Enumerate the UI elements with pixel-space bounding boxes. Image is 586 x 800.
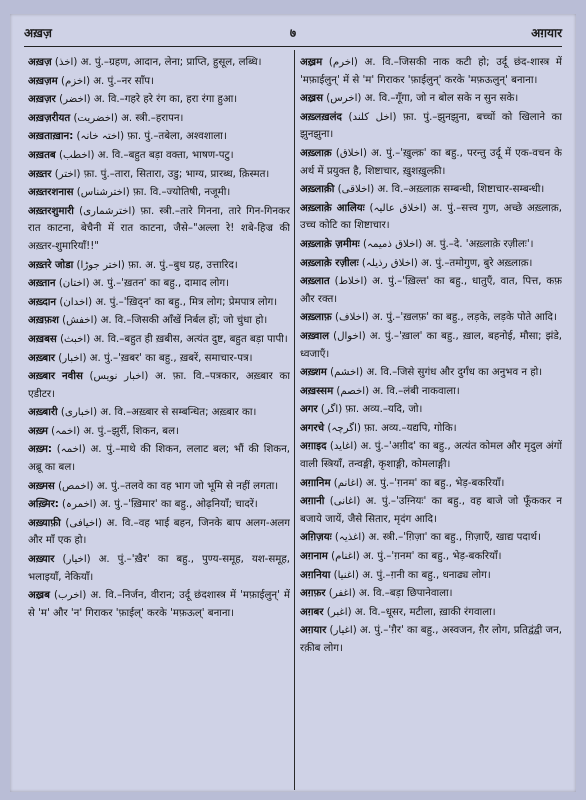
dictionary-entry (28, 110, 290, 128)
dictionary-entry (300, 181, 562, 199)
dictionary-entry (28, 184, 290, 202)
page-number: ७ (289, 26, 297, 40)
headword: अख़्तान (28, 278, 56, 290)
entry-definition: (اخضر) अ. वि.–गहरे हरे रंग का, हरा रंगा हुआ। (55, 94, 238, 106)
entry-definition: (اخباری) अ. वि.–अख़्बार से सम्बन्धित; अख़्बार का। (57, 407, 257, 419)
entry-definition: (اغذیہ) अ. स्त्री.–'ग़िज़ा' का बहु., ग़िज़ाएँ, खाद्य पदार्थ। (331, 532, 541, 544)
dictionary-entry (28, 54, 290, 72)
entry-definition: (اخترشماری) फ़ा. स्त्री.–तारे गिनना, तारे गिन-गिनकर रात काटना, बेचैनी में रात काटना, जैसे–"अल्ला रे! शबे-हिज्र की अख़्तर-शुमारियाँ!!" (28, 205, 290, 252)
entry-definition: (اختہ خانہ) फ़ा. पुं.–तबेला, अश्वशाला। (73, 131, 227, 143)
entry-definition: (اخذ) अ. पुं.–ग्रहण, आदान, लेना; प्राप्ति, हुसूल, लब्धि। (51, 57, 262, 68)
dictionary-entry (300, 475, 562, 493)
entry-definition: (اخلاق عالیہ) अ. पुं.–सत्त्व गुण, अच्छे अख़्लाक़, उच्च कोटि का शिष्टाचार। (300, 202, 562, 232)
dictionary-entry (28, 587, 290, 622)
entry-definition: (اغبر) अ. वि.–धूसर, मटीला, ख़ाकी रंगवाला। (323, 606, 496, 618)
headword: अख़्लाक़े रज़ीलः (300, 257, 359, 269)
dictionary-entry (28, 73, 290, 91)
dictionary-entry (28, 203, 290, 256)
headword: अगर (300, 404, 318, 416)
headword: अख़ज़ (28, 57, 52, 68)
entry-definition: (اخلاف) अ. पुं.–'ख़लफ़' का बहु., लड़के, लड़के पोते आदि। (331, 312, 557, 324)
entry-definition: (اخلاق رذیلہ) अ. पुं.–तमोगुण, बुरे अख़्लाक़। (358, 257, 533, 269)
headword: अग़फ़र (300, 588, 326, 600)
entry-definition: (اخیافی) अ. वि.–वह भाई बहन, जिनके बाप अलग-अलग और माँ एक हो। (28, 517, 290, 547)
column-divider (294, 50, 295, 790)
headword: अख़्लाक़े ज़मीमः (300, 238, 360, 250)
entry-definition: (اخلاق) अ. पुं.–'ख़ुल्क़' का बहु., परन्तु उर्दू में एक-वचन के अर्थ में प्रयुक्त है, शिष्टाचार, ख़ुशख़ुल्क़ी। (300, 147, 562, 177)
header-first-word: अख़ज़ (24, 26, 52, 40)
dictionary-entry (28, 275, 290, 293)
entry-definition: (اختان) अ. पुं.–'ख़तन' का बहु., दामाद लोग। (55, 278, 230, 290)
headword: अग़ानिम (300, 477, 331, 489)
entry-definition: (اخیار) अ. पुं.–'ख़ैर' का बहु., पुण्य-समूह, यश-समूह, भलाइयाँ, नेकियाँ। (28, 554, 290, 583)
headword: अग़निया (300, 569, 331, 581)
headword: अख़्शम (300, 367, 327, 379)
headword: अख़ज़रीयत (28, 112, 71, 124)
dictionary-entry (28, 294, 290, 312)
dictionary-entry (28, 147, 290, 165)
dictionary-entry (300, 255, 562, 273)
entry-definition: (اغانی) अ. पुं.–'उग़्नियः' का बहु., वह बाजे जो फूँककर न बजाये जायें, जैसे सितार, मृदंग आदि। (300, 496, 562, 525)
headword: अख़तब (28, 149, 56, 161)
headword: अख़्दान (28, 296, 57, 308)
dictionary-entry (300, 145, 562, 180)
dictionary-entry (300, 438, 562, 473)
headword: अख़्लाफ़ (300, 312, 332, 324)
entry-definition: (اخبار) अ. पुं.–'ख़बर' का बहु., ख़बरें, समाचार-पत्र। (55, 352, 253, 364)
dictionary-entry (300, 529, 562, 547)
dictionary-entry (300, 309, 562, 327)
dictionary-entry (28, 515, 290, 550)
entry-definition: (اغانم) अ. पुं.–'ग़नम' का बहु., भेड़-बकरियाँ। (330, 477, 505, 489)
entry-definition: (اختر) फ़ा. पुं.–तारा, सितारा, उडु; भाग्य, प्रारब्ध, क़िस्मत। (51, 168, 270, 180)
entry-definition: (اخمہ) अ. पुं.–माथे की शिकन, ललाट बल; भौं की शिकन, अब्रू का बल। (28, 444, 290, 474)
entry-definition: (اخشم) अ. वि.–जिसे सुगंध और दुर्गंध का अनुभव न हो। (326, 367, 543, 379)
entry-definition: (اغیار) अ. पुं.–'ग़ैर' का बहु., अस्वजन, ग़ैर लोग, प्रतिद्वंद्वी जन, रक़ीब लोग। (300, 625, 562, 654)
headword: अख़फ़श (28, 315, 59, 327)
dictionary-entry (28, 404, 290, 422)
dictionary-entry (28, 91, 290, 109)
right-column (300, 54, 562, 790)
header-rule (24, 46, 562, 47)
headword: अख़ज़म (28, 75, 58, 87)
headword: अग़बर (300, 606, 324, 618)
dictionary-entry (300, 90, 562, 108)
headword: अख़्बार (28, 352, 56, 364)
entry-definition: (اخلاقی) अ. वि.–अख़्लाक़ सम्बन्धी, शिष्टाचार-सम्बन्धी। (334, 184, 545, 196)
dictionary-entry (28, 257, 290, 275)
dictionary-entry (300, 383, 562, 401)
dictionary-entry (300, 548, 562, 566)
headword: अख़्रब (28, 590, 50, 602)
dictionary-entry (28, 496, 290, 514)
entry-definition: (اخوال) अ. पुं.–'ख़ाल' का बहु., ख़ाल, बहनोई, मौसा; झंडे, ध्वजाएँ। (300, 330, 562, 360)
entry-definition: (اخطب) अ. वि.–बहुत बड़ा वक्ता, भाषण-पटु। (55, 149, 234, 161)
dictionary-entry (300, 109, 562, 144)
headword: अख़्तर (28, 168, 52, 180)
entry-definition: (اغنام) अ. पुं.–'ग़नम' का बहु., भेड़-बकरियाँ। (327, 551, 502, 563)
headword: अख़ताख़ान: (28, 131, 74, 143)
headword: अख़्याफ़ी (28, 517, 61, 529)
headword: अख़्तरे जोडा (28, 259, 74, 271)
dictionary-entry (300, 604, 562, 622)
entry-definition: (اختر جوڑا) फ़ा. अ. पुं.–बुध ग्रह, उत्तारिद। (73, 259, 238, 271)
header-last-word: अग़यार (531, 26, 562, 40)
dictionary-entry (300, 401, 562, 419)
dictionary-entry (300, 622, 562, 657)
dictionary-entry (300, 236, 562, 254)
dictionary-entry (28, 128, 290, 146)
dictionary-entry (28, 478, 290, 496)
entry-definition: (اخفش) अ. वि.–जिसकी आँखें निर्बल हों; जो चुंधा हो। (58, 315, 268, 327)
headword: अख़्रस (300, 93, 324, 105)
dictionary-entry (28, 441, 290, 476)
dictionary-entry (28, 551, 290, 586)
headword: अग़ाइद (300, 441, 327, 453)
headword: अख़्तरशनास (28, 187, 74, 199)
entry-definition: (اغفر) अ. वि.–बड़ा छिपानेवाला। (325, 588, 453, 600)
dictionary-entry (28, 368, 290, 403)
entry-definition: (اخمہ) अ. पुं.–झुर्री, शिकन, बल। (47, 425, 179, 437)
dictionary-page (10, 14, 576, 792)
entry-definition: (اخدان) अ. पुं.–'ख़िद्न' का बहु., मित्र लोग; प्रेमपात्र लोग। (56, 296, 278, 308)
dictionary-entry (300, 567, 562, 585)
headword: अख़्मिर: (28, 499, 59, 511)
headword: अग़यार (300, 625, 327, 637)
headword: अख़्बार नवीस (28, 371, 83, 383)
headword: अख़्लाक़ (300, 147, 332, 159)
headword: अख़्तरशुमारी (28, 205, 74, 217)
headword: अख़्लाक़ी (300, 184, 335, 196)
headword: अख़्बारी (28, 407, 58, 419)
entry-definition: (اخضریت) अ. स्त्री.–हरापन। (70, 112, 184, 124)
entry-definition: (اخلاط) अ. पुं.–'ख़िल्त' का बहु., धातुएँ, वात, पित्त, कफ़ और रक्त। (300, 276, 562, 305)
dictionary-entry (28, 423, 290, 441)
entry-definition: (اخصم) अ. वि.–लंबी नाकवाला। (333, 385, 460, 397)
entry-definition: (اخرب) अ. वि.–निर्जन, वीरान; उर्दू छंदशास्त्र में 'मफ़ाईलुन्' में से 'म' और 'न' गिराकर 'फ़ाईल्' करके 'मफ़ऊल्' बनाना। (28, 590, 290, 619)
headword: अख़्मस (28, 480, 55, 492)
headword: अख़्लाक़े आलियः (300, 202, 365, 214)
headword: अख़्लात (300, 276, 330, 288)
entry-definition: (اگر) फ़ा. अव्य.–यदि, जो। (317, 404, 423, 416)
headword: अख़्म: (28, 444, 52, 456)
entry-definition: (اخترشناس) फ़ा. वि.–ज्योतिषी, नजूमी। (73, 187, 231, 199)
dictionary-entry (28, 166, 290, 184)
dictionary-entry (300, 54, 562, 89)
entry-definition: (اغنیا) अ. पुं.–ग़नी का बहु., धनाढ्य लोग। (330, 569, 491, 581)
headword: अख़बस (28, 333, 57, 345)
headword: अग़नाम (300, 551, 328, 563)
dictionary-entry (28, 312, 290, 330)
entry-definition: (اغاید) अ. पुं.–'अग़ीद' का बहु., अत्यंत कोमल और मृदुल अंगों वाली स्त्रियाँ, तन्वङ्गी, कृशाङ्गी, कोमलाङ्गी। (300, 441, 562, 471)
dictionary-entry (300, 200, 562, 235)
headword: अख़्लख़लंद (300, 111, 342, 123)
page-header (24, 18, 562, 44)
headword: अख़्यार (28, 554, 55, 566)
dictionary-entry (300, 328, 562, 363)
entry-definition: (اخمص) अ. पुं.–तलवे का वह भाग जो भूमि से नहीं लगता। (54, 480, 279, 492)
headword: अग़ानी (300, 496, 325, 508)
left-column (28, 54, 290, 790)
entry-definition: (اگرچہ) फ़ा. अव्य.–यद्यपि, गोकि। (324, 422, 457, 434)
headword: अख़्म (28, 425, 48, 437)
headword: अख़्रम (300, 57, 323, 68)
entry-definition: (اخبار نویس) अ. फ़ा. वि.–पत्रकार, अख़्बार का एडीटर। (28, 371, 290, 400)
entry-definition: (اخرم) अ. वि.–जिसकी नाक कटी हो; उर्दू छंद-शास्त्र में 'मफ़ाईलुन्' में से 'म' गिराकर 'फ़ाईलुन्' करके 'मफ़ऊलुन्' बनाना। (300, 57, 562, 86)
dictionary-entry (28, 350, 290, 368)
headword: अगरचे (300, 422, 325, 434)
entry-definition: (اخل کلند) फ़ा. पुं.–झुनझुना, बच्चों को खिलाने का झुनझुना। (300, 111, 562, 141)
headword: अख़्वाल (300, 330, 329, 342)
dictionary-entry (300, 273, 562, 308)
entry-definition: (اخبث) अ. वि.–बहुत ही ख़बीस, अत्यंत दुष्ट, बहुत बड़ा पापी। (56, 333, 288, 345)
headword: अग़िज़यः (300, 532, 332, 544)
entry-definition: (اخزم) अ. पुं.–नर साँप। (57, 75, 154, 87)
dictionary-entry (300, 493, 562, 528)
headword: अख़स्सम (300, 385, 334, 397)
entry-definition: (اخرس) अ. वि.–गूँगा, जो न बोल सके न सुन सके। (323, 93, 519, 105)
dictionary-entry (300, 585, 562, 603)
dictionary-entry (300, 420, 562, 438)
headword: अख़ज़र (28, 94, 56, 106)
dictionary-entry (300, 364, 562, 382)
entry-definition: (اخمرہ) अ. पुं.–'ख़िमार' का बहु., ओढ़नियाँ; चादरें। (58, 499, 258, 511)
entry-definition: (اخلاق ذمیمہ) अ. पुं.–दे. 'अख़्लाक़े रज़ीलः'। (359, 238, 534, 250)
dictionary-entry (28, 331, 290, 349)
